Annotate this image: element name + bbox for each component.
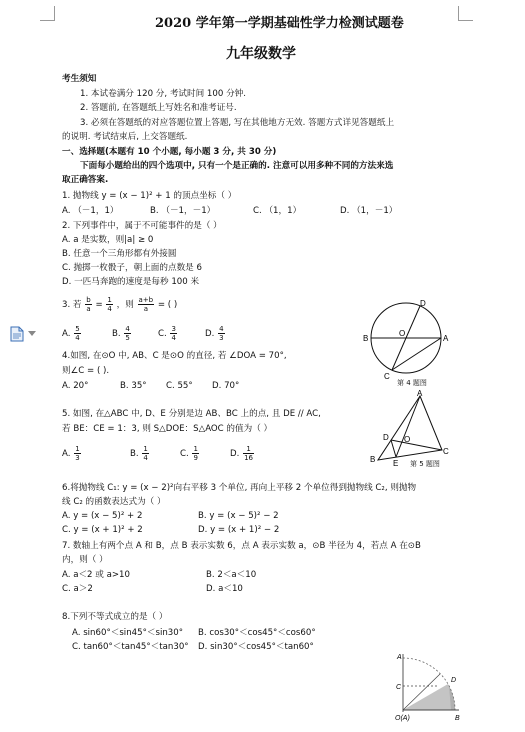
label-a: A xyxy=(443,334,449,343)
q6-option-c: C. y = (x + 1)² + 2 xyxy=(62,525,143,535)
notice-item: 3. 必须在答题纸的对应答题位置上答题, 写在其他地方无效. 答题方式详见答题纸上 xyxy=(80,118,395,128)
q2-option-d: D. 一匹马奔跑的速度是每秒 100 米 xyxy=(62,277,200,287)
q4-option-b: B. 35° xyxy=(120,381,147,391)
q7-stem-2: 内，则（ ） xyxy=(62,555,108,565)
label-o: O xyxy=(404,435,411,444)
q4-option-d: D. 70° xyxy=(212,381,240,391)
q4-stem-2: 则∠C = ( ). xyxy=(62,366,110,376)
q3-stem xyxy=(62,296,177,314)
figure-4-caption: 第 4 题图 xyxy=(397,379,427,387)
exam-subtitle: 九年级数学 xyxy=(226,46,296,62)
figure-8-quarter-circle xyxy=(393,648,467,724)
q2-option-c: C. 抛掷一枚骰子，朝上面的点数是 6 xyxy=(62,263,202,273)
label-d: D xyxy=(420,299,426,308)
label-c: C xyxy=(384,372,390,381)
label-d: D xyxy=(383,433,389,442)
q8-option-d: D. sin30°＜cos45°＜tan60° xyxy=(198,642,314,652)
q7-option-c: C. a＞2 xyxy=(62,584,93,594)
q3-tail: = ( ) xyxy=(157,300,178,310)
q8-option-c: C. tan60°＜tan45°＜tan30° xyxy=(72,642,189,652)
exam-title: 2020 学年第一学期基础性学力检测试题卷 xyxy=(155,16,404,31)
q5-option-c: C. $\frac{1}{9}$ xyxy=(180,445,198,462)
notice-item: 的说明. 考试结束后, 上交答题纸. xyxy=(62,132,188,142)
triangle-abc xyxy=(378,396,442,460)
q8-option-b: B. cos30°＜cos45°＜cos60° xyxy=(198,628,316,638)
label-a: A xyxy=(397,654,402,661)
q1-option-a: A. （－1，1） xyxy=(62,206,119,216)
notice-item: 2. 答题前, 在答题纸上写姓名和准考证号. xyxy=(80,103,237,113)
q4-option-a: A. 20° xyxy=(62,381,89,391)
q3-option-d: D. $\frac{4}{3}$ xyxy=(205,325,224,342)
label-c: C xyxy=(443,447,449,456)
section-heading: 一、选择题(本题有 10 个小题, 每小题 3 分, 共 30 分) xyxy=(62,147,277,157)
crop-mark-top-left xyxy=(40,6,55,21)
notice-item: 1. 本试卷满分 120 分, 考试时间 100 分钟. xyxy=(80,89,246,99)
notice-heading: 考生须知 xyxy=(62,74,97,84)
q4-option-c: C. 55° xyxy=(166,381,193,391)
label-e: E xyxy=(393,459,399,468)
figure-4-circle xyxy=(360,298,460,388)
q2-stem: 2. 下列事件中，属于不可能事件的是（ ） xyxy=(62,221,222,231)
crop-mark-top-right xyxy=(458,6,473,21)
figure-5-caption: 第 5 题图 xyxy=(410,460,440,468)
q3-option-c: C. $\frac{3}{4}$ xyxy=(158,325,176,342)
q8-option-a: A. sin60°＜sin45°＜sin30° xyxy=(72,628,184,638)
q1-option-d: D. （1，－1） xyxy=(340,206,398,216)
q7-option-b: B. 2＜a＜10 xyxy=(206,570,257,580)
q3-option-a: A. $\frac{5}{4}$ xyxy=(62,325,80,342)
q7-stem: 7. 数轴上有两个点 A 和 B，点 B 表示实数 6，点 A 表示实数 a，⊙B 半径为 4，若点 A 在⊙B xyxy=(62,541,421,551)
q3-fraction-target: $\frac{a+b}{a}$ xyxy=(138,296,154,313)
q1-stem: 1. 抛物线 y = (x − 1)² + 1 的顶点坐标（ ） xyxy=(62,191,237,201)
q3-then: ，则 xyxy=(116,300,134,310)
q3-fraction-b-over-a: $\frac{b}{a}$ xyxy=(86,296,91,313)
q5-option-d: D. $\frac{1}{16}$ xyxy=(230,445,254,462)
q7-option-a: A. a＜2 或 a>10 xyxy=(62,570,130,580)
q5-stem-2: 若 BE：CE = 1：3, 则 S△DOE：S△AOC 的值为（ ） xyxy=(62,424,273,434)
q3-fraction-given: $\frac{1}{4}$ xyxy=(107,296,112,313)
section-instruction: 取正确答案. xyxy=(62,175,109,185)
q1-option-b: B. （－1，－1） xyxy=(150,206,216,216)
section-instruction: 下面每小题给出的四个选项中, 只有一个是正确的. 注意可以用多种不同的方法来选 xyxy=(80,161,394,171)
figure-5-triangle xyxy=(370,390,450,468)
q6-option-a: A. y = (x − 5)² + 2 xyxy=(62,511,143,521)
q6-option-d: D. y = (x + 1)² − 2 xyxy=(198,525,280,535)
document-icon[interactable] xyxy=(9,326,25,342)
q3-equals: = xyxy=(95,300,103,310)
label-o: O xyxy=(399,329,406,338)
q5-option-a: A. $\frac{1}{3}$ xyxy=(62,445,80,462)
q6-stem: 6.将抛物线 C₁: y = (x − 2)²向右平移 3 个单位, 再向上平移 2 个单位得到抛物线 C₂, 则抛物 xyxy=(62,483,417,493)
q6-stem-2: 线 C₂ 的函数表达式为（ ） xyxy=(62,497,166,507)
label-d: D xyxy=(451,677,457,684)
q3-prefix: 3. 若 xyxy=(62,300,82,310)
shaded-wedge xyxy=(403,684,455,710)
q2-option-b: B. 任意一个三角形都有外接圆 xyxy=(62,249,177,259)
label-c: C xyxy=(396,684,402,691)
q8-stem: 8.下列不等式成立的是（ ） xyxy=(62,612,168,622)
q1-option-c: C. （1，1） xyxy=(253,206,302,216)
segment-de xyxy=(391,440,396,457)
q7-option-d: D. a＜10 xyxy=(206,584,243,594)
label-b: B xyxy=(455,715,460,722)
q2-option-a: A. a 是实数，则|a| ≥ 0 xyxy=(62,235,154,245)
segment-dc xyxy=(391,440,442,450)
label-o-a: O(A) xyxy=(395,715,410,722)
label-b: B xyxy=(370,455,376,464)
caret-down-icon[interactable] xyxy=(28,331,36,337)
q5-option-b: B. $\frac{1}{4}$ xyxy=(130,445,148,462)
label-a: A xyxy=(417,390,423,398)
q6-option-b: B. y = (x − 5)² − 2 xyxy=(198,511,279,521)
q3-option-b: B. $\frac{4}{5}$ xyxy=(112,325,130,342)
q4-stem: 4.如图, 在⊙O 中, AB、C 是⊙O 的直径, 若 ∠DOA = 70°, xyxy=(62,351,287,361)
label-b: B xyxy=(363,334,369,343)
q5-stem: 5. 如图, 在△ABC 中, D、E 分别是边 AB、BC 上的点, 且 DE // AC, xyxy=(62,409,321,419)
